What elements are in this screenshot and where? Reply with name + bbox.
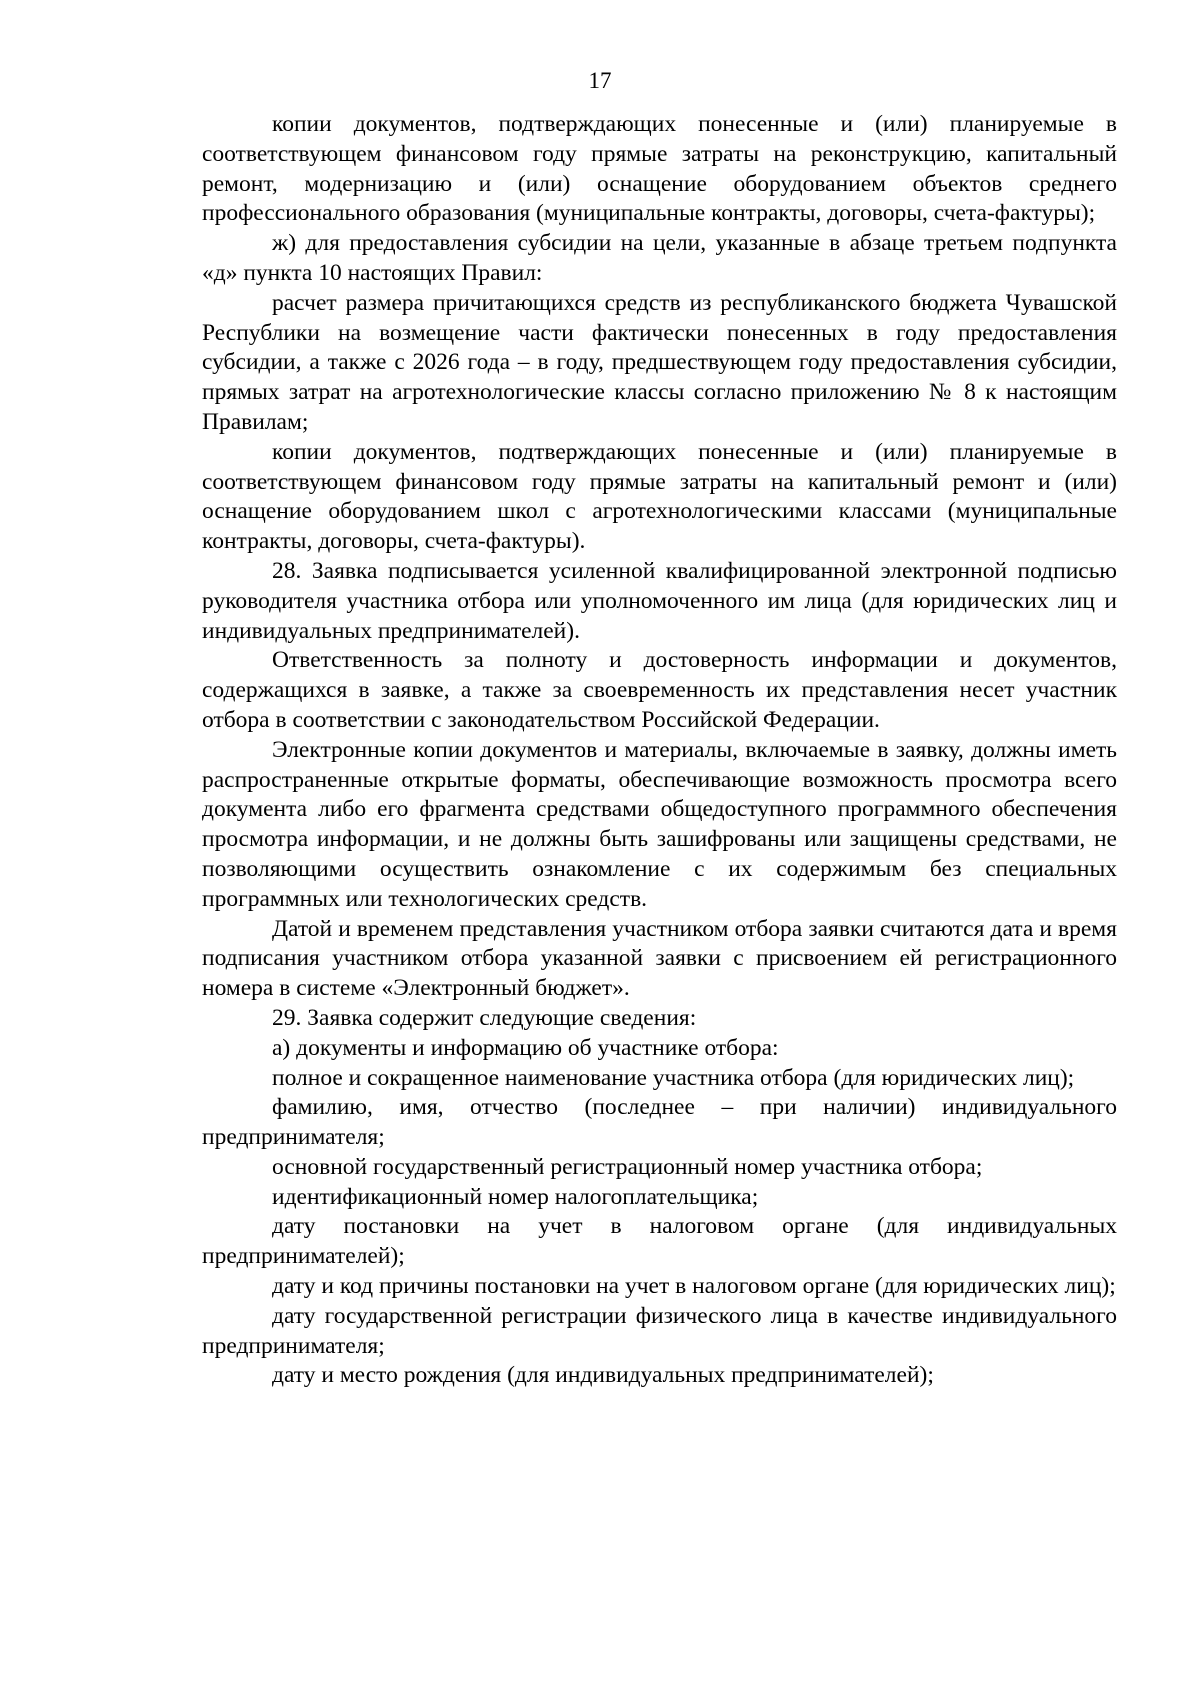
paragraph: 29. Заявка содержит следующие сведения: (272, 1004, 697, 1031)
paragraph: Датой и временем представления участником отбора заявки считаются дата и время подписания участником отбора указанной заявки с присвоением ей регистрационного номера в системе «Электронный бюджет». (202, 915, 1117, 1002)
paragraph: дату и место рождения (для индивидуальных предпринимателей); (272, 1362, 934, 1389)
page-number: 17 (588, 68, 612, 93)
paragraph: а) документы и информацию об участнике отбора: (272, 1034, 779, 1061)
paragraph: 28. Заявка подписывается усиленной квалифицированной электронной подписью руководителя участника отбора или уполномоченного им лица (для юридических лиц и индивидуальных предпринимателей). (202, 557, 1117, 644)
paragraph: Ответственность за полноту и достоверность информации и документов, содержащихся в заявке, а также за своевременность их представления несет участник отбора в соответствии с законодательством Российской Федерации. (202, 647, 1117, 733)
paragraph: копии документов, подтверждающих понесенные и (или) планируемые в соответствующем финансовом году прямые затраты на капитальный ремонт и (или) оснащение оборудованием школ с агротехнологическими классами (муниципальные контракты, договоры, счета-фактуры). (202, 438, 1117, 555)
paragraph: основной государственный регистрационный номер участника отбора; (272, 1153, 983, 1180)
paragraph: расчет размера причитающихся средств из республиканского бюджета Чувашской Республики на возмещение части фактически понесенных в году предоставления субсидии, а также с 2026 года – в году, предшествующем году предоставления субсидии, прямых затрат на агротехнологические классы согласно приложению № 8 к настоящим Правилам; (202, 289, 1117, 435)
page-body (202, 110, 1117, 1391)
paragraph: дату и код причины постановки на учет в налоговом органе (для юридических лиц); (272, 1273, 1116, 1300)
paragraph: ж) для предоставления субсидии на цели, указанные в абзаце третьем подпункта «д» пункта 10 настоящих Правил: (202, 230, 1117, 286)
paragraph: дату государственной регистрации физического лица в качестве индивидуального предпринимателя; (202, 1302, 1117, 1359)
paragraph: фамилию, имя, отчество (последнее – при наличии) индивидуального предпринимателя; (202, 1094, 1117, 1151)
paragraph: Электронные копии документов и материалы, включаемые в заявку, должны иметь распространенные открытые форматы, обеспечивающие возможность просмотра всего документа либо его фрагмента средствами общедоступного программного обеспечения просмотра информации, и не должны быть зашифрованы или защищены средствами, не позволяющими осуществить ознакомление с их содержимым без специальных программных или технологических средств. (202, 736, 1117, 912)
paragraph: дату постановки на учет в налоговом органе (для индивидуальных предпринимателей); (202, 1213, 1117, 1270)
paragraph: копии документов, подтверждающих понесенные и (или) планируемые в соответствующем финансовом году прямые затраты на реконструкцию, капитальный ремонт, модернизацию и (или) оснащение оборудованием объектов среднего профессионального образования (муниципальные контракты, договоры, счета-фактуры); (202, 111, 1117, 227)
paragraph: полное и сокращенное наименование участника отбора (для юридических лиц); (272, 1064, 1075, 1091)
paragraph: идентификационный номер налогоплательщика; (272, 1183, 759, 1210)
